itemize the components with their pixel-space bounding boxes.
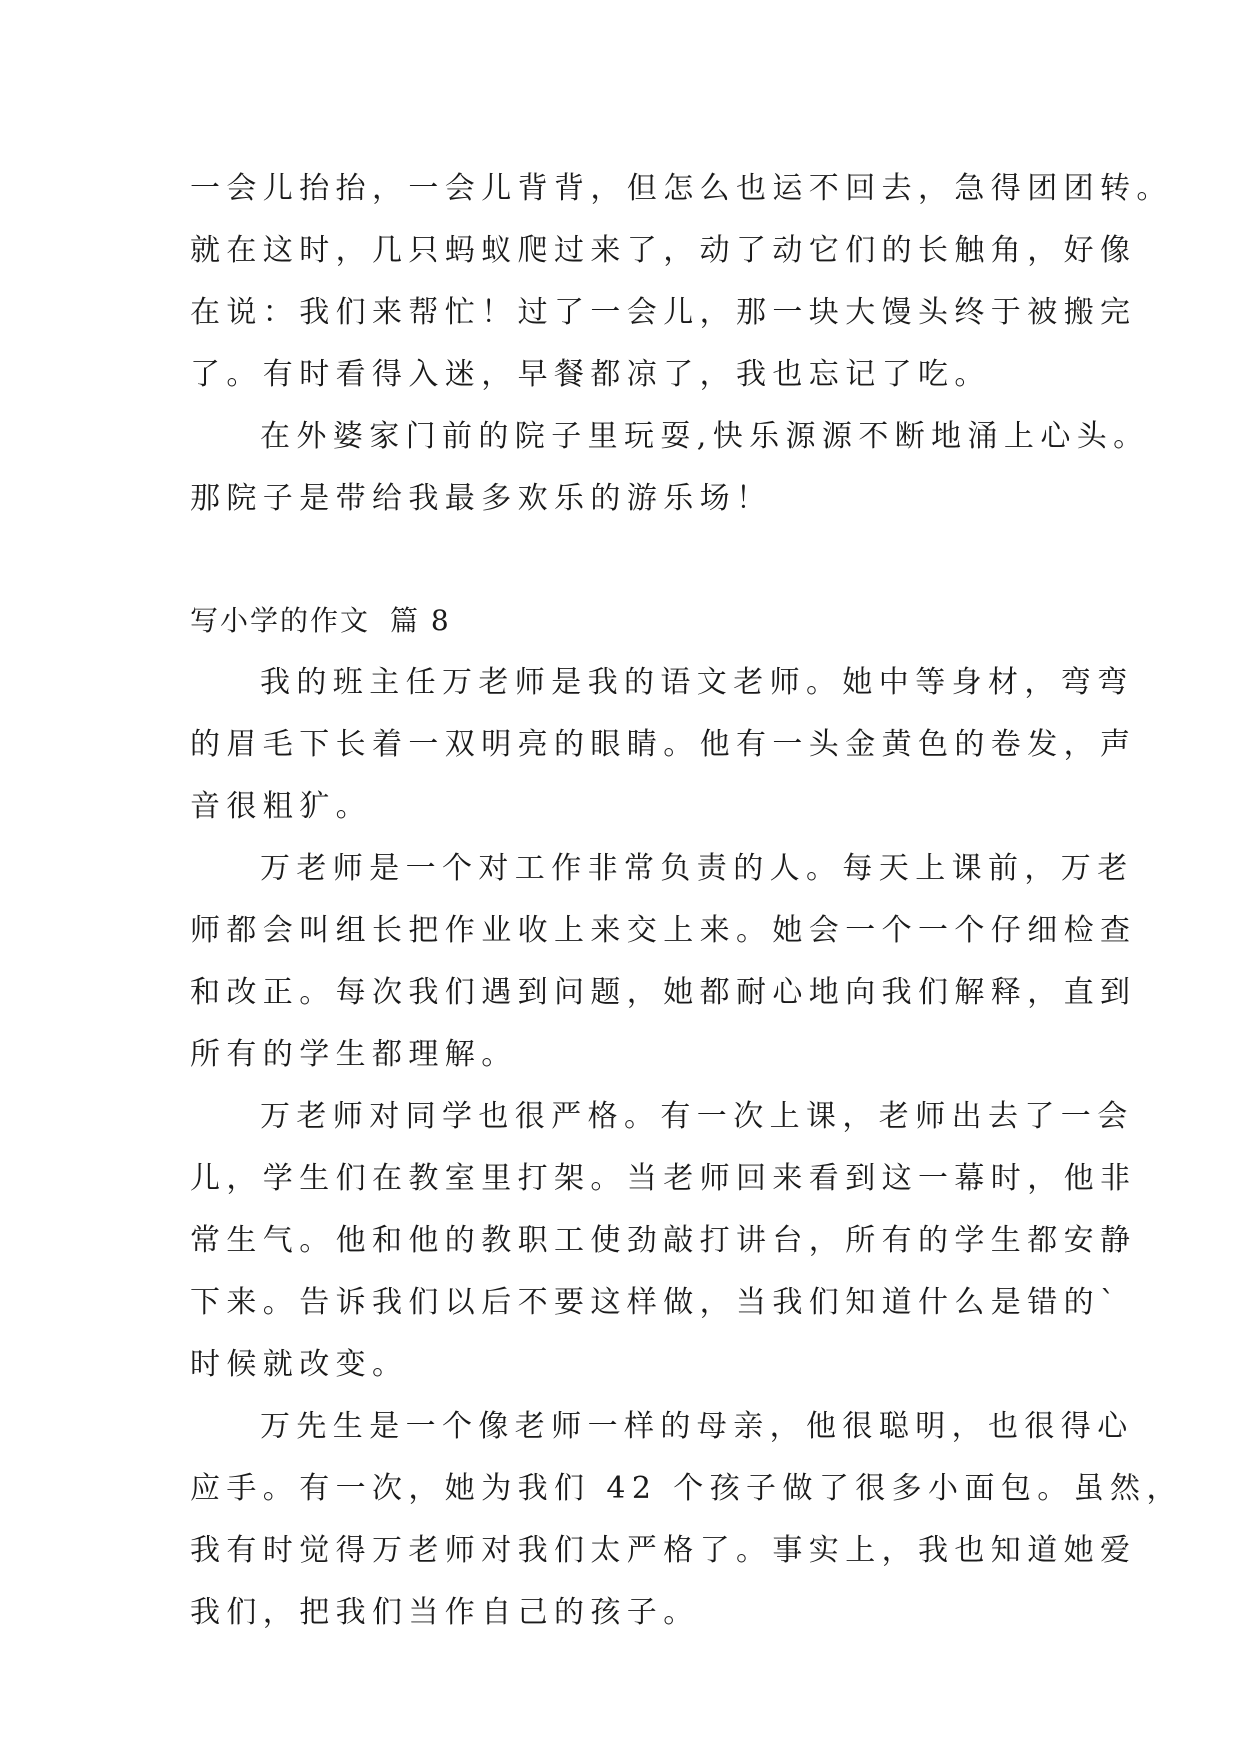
text-line: 和改正。每次我们遇到问题，她都耐心地向我们解释，直到	[190, 975, 1137, 1010]
text-line: 就在这时，几只蚂蚁爬过来了，动了动它们的长触角，好像	[190, 233, 1137, 268]
text-line: 那院子是带给我最多欢乐的游乐场！	[190, 481, 773, 516]
text-line: 音很粗犷。	[190, 789, 372, 824]
text-line: 万老师是一个对工作非常负责的人。每天上课前，万老	[260, 851, 1134, 886]
text-line: 师都会叫组长把作业收上来交上来。她会一个一个仔细检查	[190, 913, 1137, 948]
text-line: 万先生是一个像老师一样的母亲，他很聪明，也很得心	[260, 1409, 1134, 1444]
text-line: 在说：我们来帮忙！过了一会儿，那一块大馒头终于被搬完	[190, 295, 1137, 330]
closing-paragraph	[190, 406, 1150, 530]
paragraph	[190, 652, 1137, 838]
section-title: 写小学的作文	[190, 604, 371, 637]
text-line: 应手。有一次，她为我们 42 个孩子做了很多小面包。虽然，	[190, 1471, 1183, 1506]
paragraph	[190, 1086, 1137, 1396]
continuation-paragraph	[190, 158, 1173, 406]
text-line: 我们，把我们当作自己的孩子。	[190, 1595, 700, 1630]
text-line: 了。有时看得入迷，早餐都凉了，我也忘记了吃。	[190, 357, 991, 392]
section-heading	[190, 590, 1060, 652]
document-page	[190, 158, 1183, 1644]
text-line: 所有的学生都理解。	[190, 1037, 518, 1072]
text-line: 的眉毛下长着一双明亮的眼睛。他有一头金黄色的卷发，声	[190, 727, 1137, 762]
text-line: 万老师对同学也很严格。有一次上课，老师出去了一会	[260, 1099, 1134, 1134]
text-line: 下来。告诉我们以后不要这样做，当我们知道什么是错的`	[190, 1285, 1122, 1320]
paragraph	[190, 838, 1137, 1086]
text-line: 儿，学生们在教室里打架。当老师回来看到这一幕时，他非	[190, 1161, 1137, 1196]
text-line: 时候就改变。	[190, 1347, 409, 1382]
paragraph	[190, 1396, 1183, 1644]
text-line: 一会儿抬抬，一会儿背背，但怎么也运不回去，急得团团转。	[190, 171, 1173, 206]
text-line: 在外婆家门前的院子里玩耍,快乐源源不断地涌上心头。	[260, 419, 1150, 454]
text-line: 常生气。他和他的教职工使劲敲打讲台，所有的学生都安静	[190, 1223, 1137, 1258]
section-number: 篇 8	[390, 604, 451, 637]
text-line: 我有时觉得万老师对我们太严格了。事实上，我也知道她爱	[190, 1533, 1137, 1568]
text-line: 我的班主任万老师是我的语文老师。她中等身材，弯弯	[260, 665, 1134, 700]
